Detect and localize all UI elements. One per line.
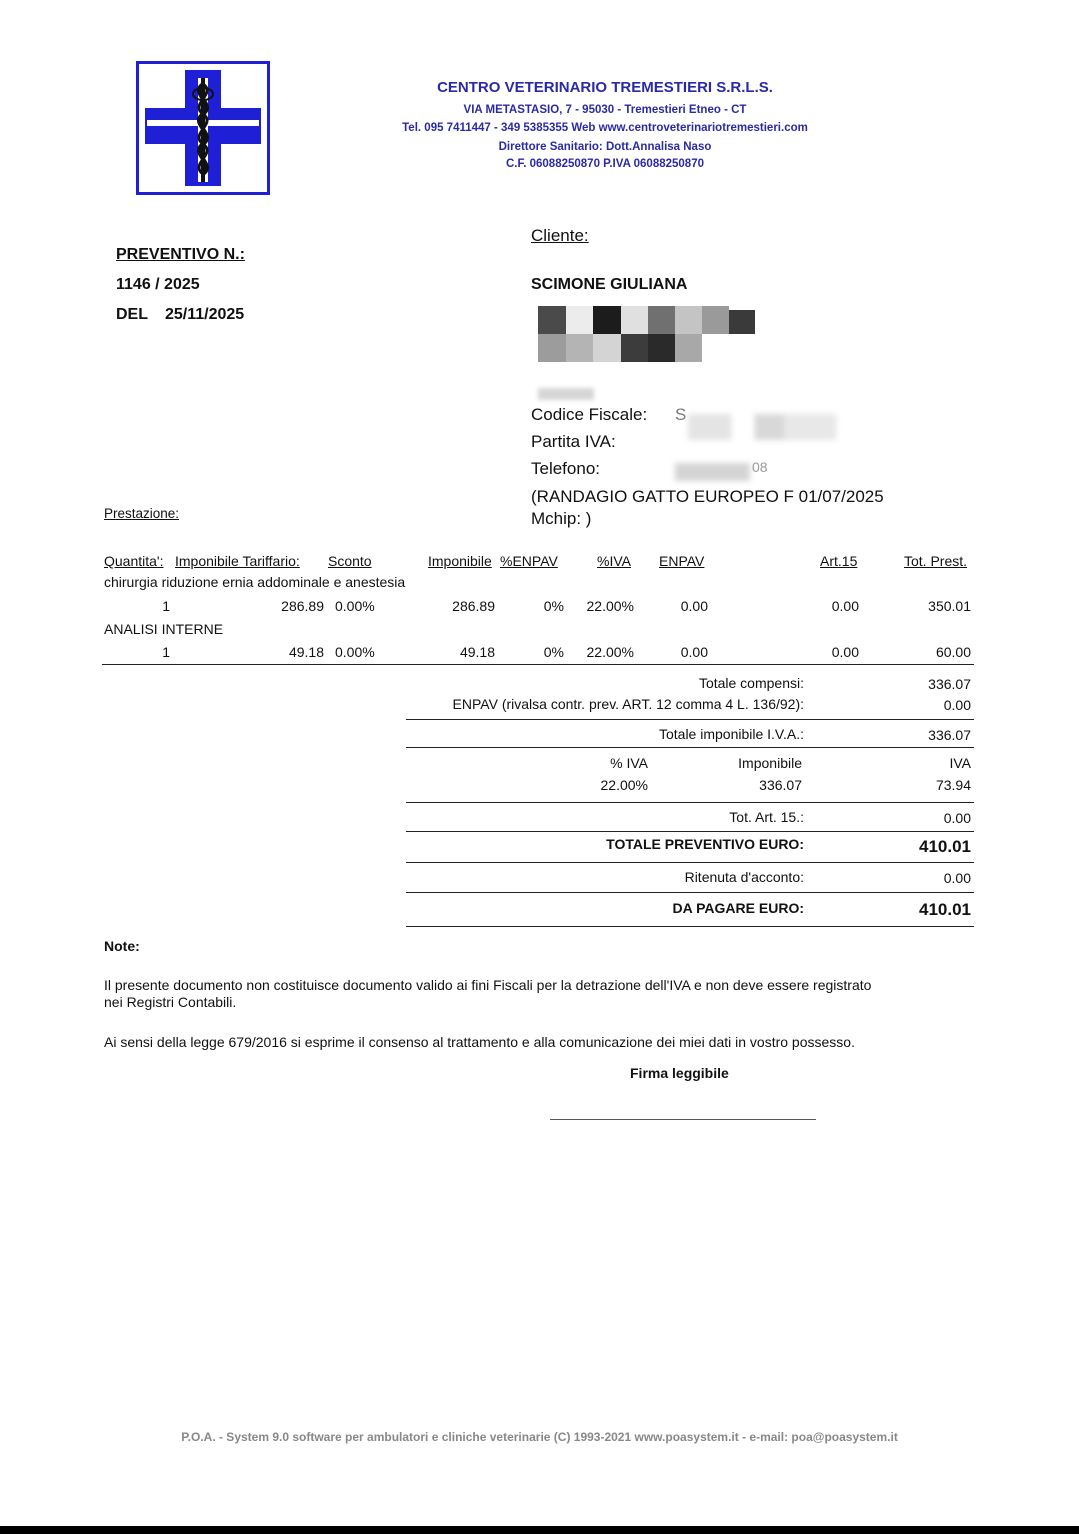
telefono-value: 08	[752, 459, 768, 475]
quote-label: PREVENTIVO N.:	[116, 246, 245, 263]
col-header-enpav: ENPAV	[659, 553, 705, 569]
signature-line	[550, 1119, 816, 1120]
totale-imponibile-value: 336.07	[928, 727, 971, 743]
veterinary-cross-caduceus-icon	[139, 64, 267, 192]
redacted-codice-fiscale	[688, 414, 863, 440]
signature-label: Firma leggibile	[630, 1065, 729, 1081]
enpav-value: 0.00	[943, 697, 971, 713]
client-name: SCIMONE GIULIANA	[531, 276, 688, 293]
quote-date-label: DEL	[116, 306, 148, 323]
col-header-imponibile-tariffario: Imponibile Tariffario:	[175, 553, 300, 569]
company-director: Direttore Sanitario: Dott.Annalisa Naso	[498, 141, 712, 153]
totale-preventivo-value: 410.01	[919, 837, 971, 856]
software-footer: P.O.A. - System 9.0 software per ambulatori e cliniche veterinarie (C) 1993-2021 www.poasystem.it - e-mail: poa@poasystem.it	[181, 1430, 898, 1444]
art15-label: Tot. Art. 15.:	[729, 809, 804, 825]
cell-enpav: 0.00	[680, 644, 708, 660]
cell-quantita: 1	[162, 598, 170, 614]
codice-fiscale-label: Codice Fiscale:	[531, 405, 648, 424]
totals-divider	[406, 892, 974, 893]
redacted-line	[538, 388, 594, 400]
consent-text: Ai sensi della legge 679/2016 si esprime il consenso al trattamento e alla comunicazione dei miei dati in vostro possesso.	[104, 1034, 855, 1050]
totale-imponibile-label: Totale imponibile I.V.A.:	[658, 726, 804, 742]
animal-info-line1: (RANDAGIO GATTO EUROPEO F 01/07/2025	[531, 487, 884, 506]
redacted-telefono	[675, 463, 750, 481]
iva-row-iva: 73.94	[935, 777, 971, 793]
totals-divider	[406, 862, 974, 863]
company-tax-ids: C.F. 06088250870 P.IVA 06088250870	[505, 158, 704, 170]
totale-compensi-label: Totale compensi:	[698, 675, 804, 691]
notes-line2: nei Registri Contabili.	[104, 994, 237, 1010]
client-label: Cliente:	[531, 226, 589, 245]
da-pagare-value: 410.01	[919, 900, 971, 919]
table-row	[0, 598, 1079, 616]
notes-label: Note:	[104, 938, 140, 954]
clinic-logo	[136, 61, 270, 195]
company-contacts: Tel. 095 7411447 - 349 5385355 Web www.centroveterinariotremestieri.com	[402, 122, 808, 134]
col-header-imponibile: Imponibile	[428, 553, 492, 569]
notes-line1: Il presente documento non costituisce documento valido ai fini Fiscali per la detrazione dell'IVA e non deve essere registrato	[104, 977, 872, 993]
iva-row-pct: 22.00%	[600, 777, 648, 793]
cell-tot-prest: 60.00	[935, 644, 971, 660]
cell-tot-prest: 350.01	[928, 598, 971, 614]
iva-header-iva: IVA	[949, 755, 971, 771]
totals-divider	[406, 719, 974, 720]
cell-art15: 0.00	[831, 644, 859, 660]
cell-imponibile: 49.18	[459, 644, 495, 660]
item-description: chirurgia riduzione ernia addominale e anestesia	[104, 574, 406, 590]
quote-number: 1146 / 2025	[116, 276, 200, 293]
cell-pct-iva: 22.00%	[586, 644, 634, 660]
quote-date: 25/11/2025	[165, 306, 245, 323]
cell-imponibile: 286.89	[452, 598, 495, 614]
animal-info-line2: Mchip: )	[531, 509, 592, 528]
totals-divider	[406, 747, 974, 748]
ritenuta-label: Ritenuta d'acconto:	[684, 869, 804, 885]
company-name: CENTRO VETERINARIO TREMESTIERI S.R.L.S.	[437, 79, 773, 96]
partita-iva-label: Partita IVA:	[531, 432, 616, 451]
cell-quantita: 1	[162, 644, 170, 660]
cell-pct-iva: 22.00%	[586, 598, 634, 614]
iva-header-pct: % IVA	[610, 755, 648, 771]
table-divider	[102, 664, 974, 665]
col-header-tot-prest: Tot. Prest.	[904, 553, 968, 569]
enpav-label: ENPAV (rivalsa contr. prev. ART. 12 comma 4 L. 136/92):	[452, 696, 804, 712]
iva-header-imponibile: Imponibile	[738, 755, 802, 771]
redacted-address	[538, 306, 756, 364]
da-pagare-label: DA PAGARE EURO:	[672, 900, 804, 916]
col-header-quantita: Quantita':	[104, 553, 164, 569]
cell-sconto: 0.00%	[335, 644, 375, 660]
prestazione-label: Prestazione:	[104, 506, 180, 521]
company-address: VIA METASTASIO, 7 - 95030 - Tremestieri Etneo - CT	[463, 104, 747, 116]
cell-pct-enpav: 0%	[543, 644, 564, 660]
cell-imponibile-tariffario: 286.89	[281, 598, 324, 614]
totals-divider	[406, 831, 974, 832]
codice-fiscale-value: S	[675, 405, 687, 424]
col-header-pct-iva: %IVA	[597, 553, 631, 569]
totals-divider	[406, 926, 974, 927]
totale-compensi-value: 336.07	[928, 676, 971, 692]
iva-row-imponibile: 336.07	[759, 777, 802, 793]
cell-art15: 0.00	[831, 598, 859, 614]
item-description: ANALISI INTERNE	[104, 621, 224, 637]
art15-value: 0.00	[943, 810, 971, 826]
cell-sconto: 0.00%	[335, 598, 375, 614]
col-header-sconto: Sconto	[328, 553, 372, 569]
totale-preventivo-label: TOTALE PREVENTIVO EURO:	[606, 836, 804, 852]
totals-divider	[406, 802, 974, 803]
table-row	[0, 644, 1079, 662]
ritenuta-value: 0.00	[943, 870, 971, 886]
telefono-label: Telefono:	[531, 459, 600, 478]
col-header-pct-enpav: %ENPAV	[500, 553, 558, 569]
cell-pct-enpav: 0%	[543, 598, 564, 614]
cell-imponibile-tariffario: 49.18	[288, 644, 324, 660]
cell-enpav: 0.00	[680, 598, 708, 614]
col-header-art15: Art.15	[820, 553, 858, 569]
screen-bottom-bar	[0, 1526, 1079, 1534]
